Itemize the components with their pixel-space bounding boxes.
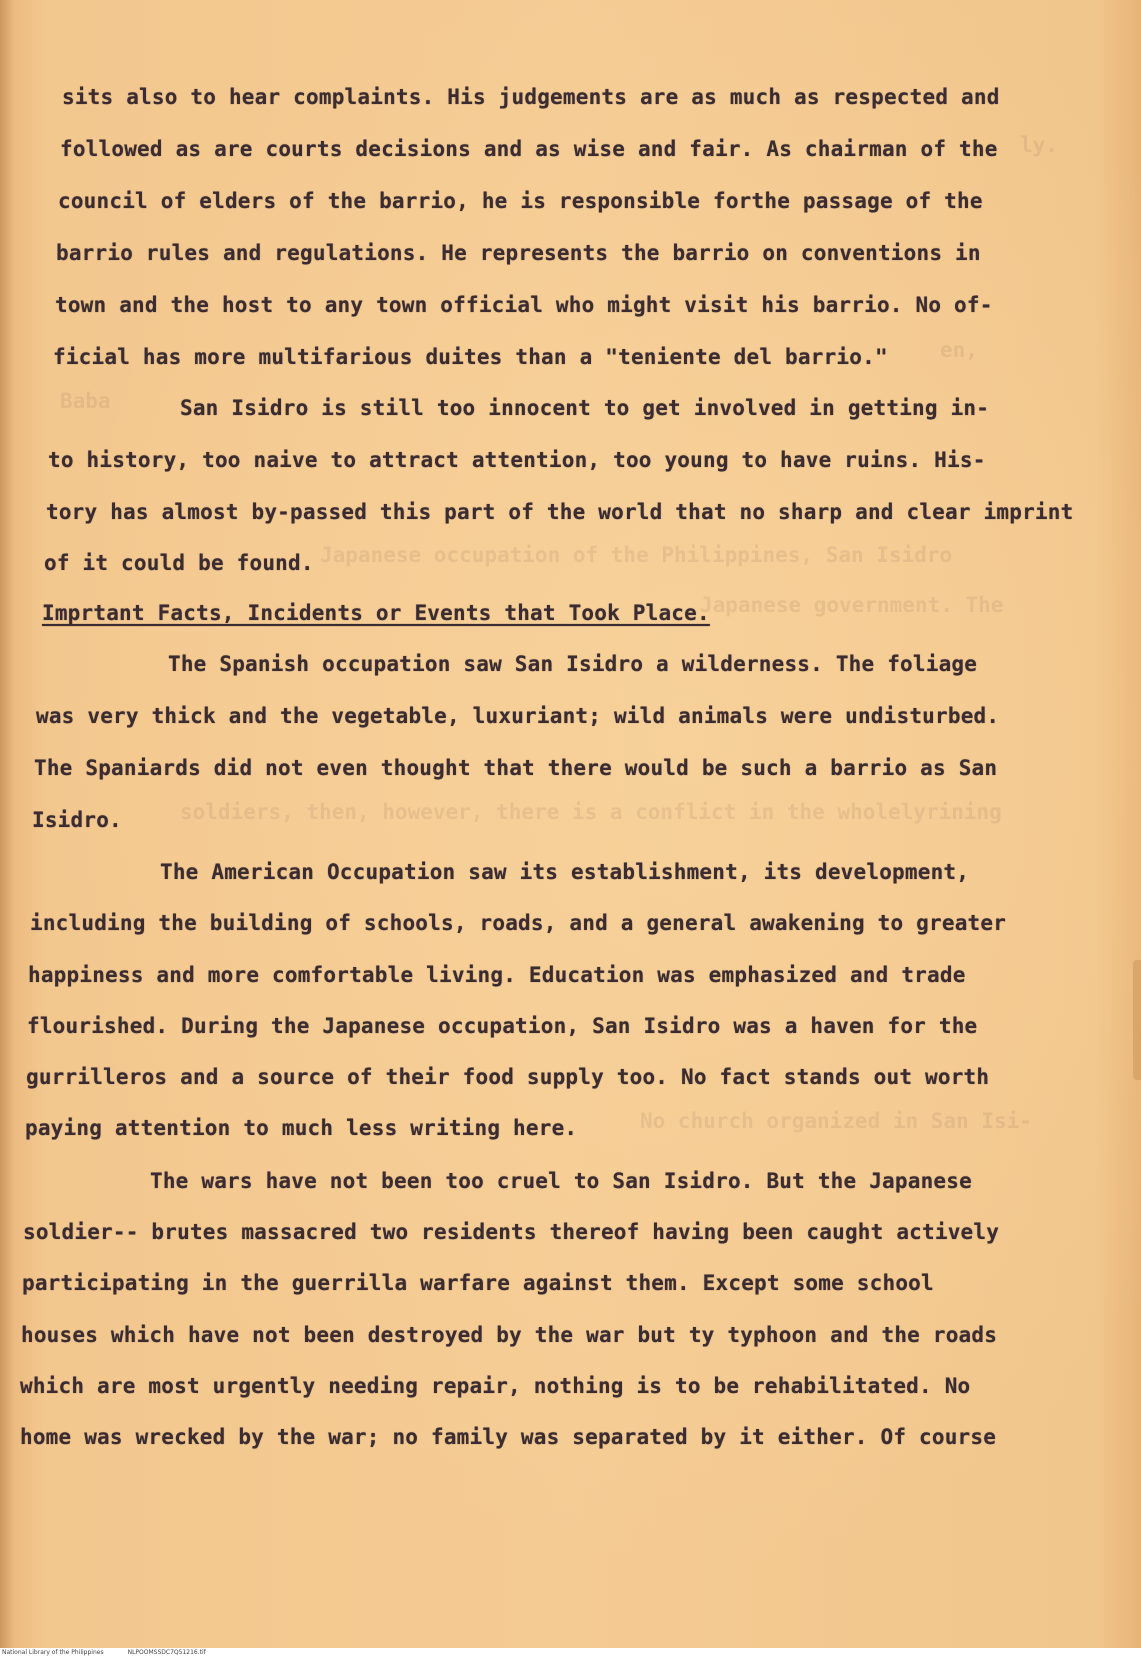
- text-line: tory has almost by-passed this part of the world that no sharp and clear imprint: [46, 500, 1074, 524]
- text-line: Isidro.: [32, 808, 122, 832]
- text-line: houses which have not been destroyed by the war but ty typhoon and the roads: [21, 1323, 998, 1347]
- page-edge-shadow: [0, 0, 14, 1648]
- text-line: barrio rules and regulations. He represents the barrio on conventions in: [56, 241, 981, 265]
- text-line: council of elders of the barrio, he is responsible forthe passage of the: [58, 189, 983, 213]
- footer-file-id: NLPOOMSSDC7Q51216.tif: [127, 1649, 206, 1656]
- text-line: participating in the guerrilla warfare against them. Except some school: [22, 1271, 934, 1295]
- page-tab-mark: [1133, 960, 1141, 1080]
- scan-footer: [0, 1648, 1141, 1658]
- text-line: followed as are courts decisions and as wise and fair. As chairman of the: [60, 137, 998, 161]
- text-line: of it could be found.: [44, 551, 314, 575]
- bleed-through-text: en,: [940, 338, 978, 362]
- text-line: soldier-- brutes massacred two residents thereof having been caught actively: [23, 1220, 1000, 1244]
- bleed-through-text: Japanese occupation of the Philippines, San Isidro: [320, 543, 953, 567]
- text-line: ficial has more multifarious duites than a "teniente del barrio.": [53, 345, 888, 369]
- text-line: flourished. During the Japanese occupation, San Isidro was a haven for the: [27, 1014, 978, 1038]
- section-heading: Imprtant Facts, Incidents or Events that Took Place.: [42, 601, 710, 625]
- text-line: The American Occupation saw its establishment, its development,: [160, 860, 970, 884]
- text-line: to history, too naive to attract attention, too young to have ruins. His-: [48, 448, 986, 472]
- text-line: including the building of schools, roads, and a general awakening to greater: [30, 911, 1007, 935]
- text-line: home was wrecked by the war; no family was separated by it either. Of course: [20, 1425, 997, 1449]
- text-line: sits also to hear complaints. His judgements are as much as respected and: [62, 85, 1000, 109]
- text-line: which are most urgently needing repair, nothing is to be rehabilitated. No: [20, 1374, 971, 1398]
- text-line: paying attention to much less writing here.: [25, 1116, 578, 1140]
- text-line: San Isidro is still too innocent to get involved in getting in-: [180, 396, 990, 420]
- bleed-through-text: No church organized in San Isi-: [640, 1109, 1032, 1133]
- text-line: town and the host to any town official who might visit his barrio. No of-: [55, 293, 993, 317]
- text-line: gurrilleros and a source of their food supply too. No fact stands out worth: [26, 1065, 990, 1089]
- text-line: The Spanish occupation saw San Isidro a wilderness. The foliage: [168, 652, 978, 676]
- text-line: happiness and more comfortable living. Education was emphasized and trade: [28, 963, 966, 987]
- bleed-through-text: Baba: [60, 389, 111, 413]
- text-line: The wars have not been too cruel to San Isidro. But the Japanese: [150, 1169, 972, 1193]
- bleed-through-text: Japanese government. The: [700, 593, 1004, 617]
- text-line: was very thick and the vegetable, luxuriant; wild animals were undisturbed.: [36, 704, 1000, 728]
- text-line: The Spaniards did not even thought that there would be such a barrio as San: [34, 756, 998, 780]
- bleed-through-text: soldiers, then, however, there is a conflict in the wholelyrining: [180, 800, 1002, 824]
- footer-library: National Library of the Philippines: [2, 1649, 104, 1656]
- bleed-through-text: ly.: [1020, 133, 1058, 157]
